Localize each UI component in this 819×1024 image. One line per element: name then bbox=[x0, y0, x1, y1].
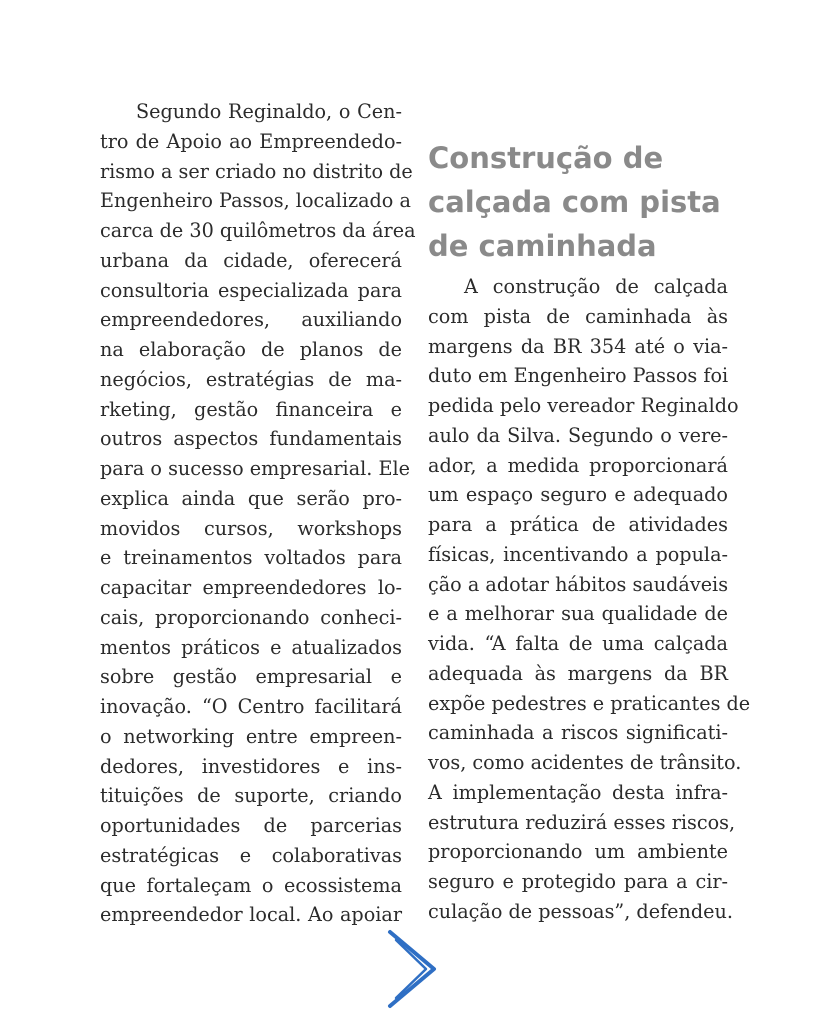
text-line: negócios, estratégias de ma- bbox=[100, 367, 402, 391]
text-line: A implementação desta infra- bbox=[428, 780, 728, 804]
text-line: capacitar empreendedores lo- bbox=[100, 576, 402, 599]
text-line: ador, a medida proporcionará bbox=[428, 453, 728, 477]
text-line: vos, como acidentes de trânsito. bbox=[428, 751, 742, 774]
text-line: tro de Apoio ao Empreendedo- bbox=[100, 129, 402, 153]
text-line: cais, proporcionando conheci- bbox=[100, 605, 402, 629]
text-line: seguro e protegido para a cir- bbox=[428, 870, 728, 893]
text-line: inovação. “O Centro facilitará bbox=[100, 695, 402, 718]
text-line: carca de 30 quilômetros da área bbox=[100, 219, 416, 242]
text-line: que fortaleçam o ecossistema bbox=[100, 873, 402, 897]
text-line: duto em Engenheiro Passos foi bbox=[428, 364, 729, 388]
text-line: e treinamentos voltados para bbox=[100, 546, 402, 570]
text-line: explica ainda que serão pro- bbox=[100, 486, 402, 510]
text-line: rismo a ser criado no distrito de bbox=[100, 159, 413, 183]
text-line: pedida pelo vereador Reginaldo bbox=[428, 394, 739, 417]
text-line: estrutura reduzirá esses riscos, bbox=[428, 810, 736, 834]
text-line: dedores, investidores e ins- bbox=[100, 754, 402, 778]
text-line: urbana da cidade, oferecerá bbox=[100, 248, 402, 272]
text-line: mentos práticos e atualizados bbox=[100, 635, 402, 659]
text-line: empreendedores, auxiliando bbox=[100, 308, 402, 332]
text-line: ção a adotar hábitos saudáveis bbox=[428, 572, 729, 596]
text-line: A construção de calçada bbox=[464, 275, 728, 298]
chevron-right-icon[interactable] bbox=[384, 928, 440, 1010]
text-line: o networking entre empreen- bbox=[100, 724, 402, 748]
text-line: rketing, gestão financeira e bbox=[100, 397, 402, 421]
text-line: sobre gestão empresarial e bbox=[100, 665, 402, 689]
text-line: consultoria especializada para bbox=[100, 278, 402, 302]
text-line: um espaço seguro e adequado bbox=[428, 483, 728, 507]
text-line: com pista de caminhada às bbox=[428, 304, 728, 328]
text-line: movidos cursos, workshops bbox=[100, 516, 402, 540]
text-line: vida. “A falta de uma calçada bbox=[428, 632, 728, 655]
text-line: estratégicas e colaborativas bbox=[100, 843, 402, 867]
text-line: culação de pessoas”, defendeu. bbox=[428, 899, 733, 923]
text-line: outros aspectos fundamentais bbox=[100, 427, 402, 451]
text-line: tituições de suporte, criando bbox=[100, 784, 402, 808]
next-page-button[interactable] bbox=[384, 928, 440, 1010]
headline-line: calçada com pista bbox=[428, 185, 721, 219]
headline-line: de caminhada bbox=[428, 229, 657, 263]
text-line: e a melhorar sua qualidade de bbox=[428, 602, 728, 626]
text-line: expõe pedestres e praticantes de bbox=[428, 691, 751, 715]
headline-line: Construção de bbox=[428, 141, 664, 175]
section-headline bbox=[428, 136, 728, 268]
left-article-column bbox=[100, 97, 416, 930]
text-line: oportunidades de parcerias bbox=[100, 814, 402, 837]
text-line: adequada às margens da BR bbox=[428, 661, 728, 685]
text-line: aulo da Silva. Segundo o vere- bbox=[428, 423, 728, 447]
text-line: empreendedor local. Ao apoiar bbox=[100, 903, 402, 927]
text-line: caminhada a riscos significati- bbox=[428, 721, 728, 745]
text-line: na elaboração de planos de bbox=[100, 338, 402, 361]
text-line: físicas, incentivando a popula- bbox=[428, 542, 728, 566]
right-article-column bbox=[428, 136, 751, 927]
text-line: para o sucesso empresarial. Ele bbox=[100, 457, 410, 480]
text-line: Segundo Reginaldo, o Cen- bbox=[136, 100, 402, 123]
text-line: Engenheiro Passos, localizado a bbox=[100, 189, 411, 213]
text-line: para a prática de atividades bbox=[428, 513, 728, 536]
text-line: margens da BR 354 até o via- bbox=[428, 334, 728, 358]
text-line: proporcionando um ambiente bbox=[428, 840, 728, 864]
